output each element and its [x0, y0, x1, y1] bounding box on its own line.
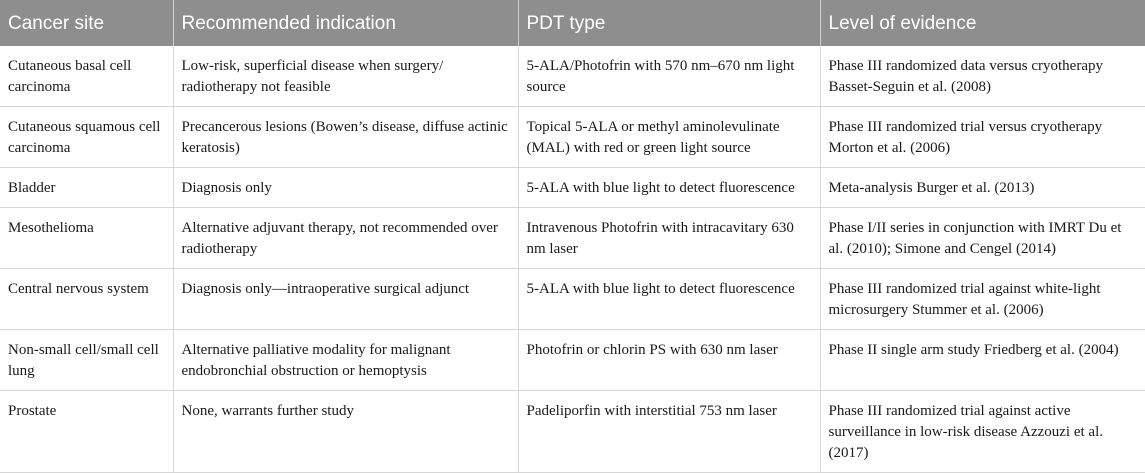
header-row [0, 0, 1145, 46]
cell-evidence: Phase II single arm study Friedberg et al. (2004) [820, 330, 1145, 391]
cell-evidence: Phase III randomized data versus cryotherapy Basset-Seguin et al. (2008) [820, 46, 1145, 107]
cell-evidence: Meta-analysis Burger et al. (2013) [820, 168, 1145, 208]
table-row [0, 107, 1145, 168]
cell-cancer-site: Bladder [0, 168, 173, 208]
table-header [0, 0, 1145, 46]
table-row [0, 269, 1145, 330]
table-body [0, 46, 1145, 473]
cell-pdt-type: Photofrin or chlorin PS with 630 nm laser [518, 330, 820, 391]
cell-indication: None, warrants further study [173, 391, 518, 473]
cell-indication: Alternative palliative modality for malignant endobronchial obstruction or hemoptysis [173, 330, 518, 391]
cell-indication: Low-risk, superficial disease when surgery/ radiotherapy not feasible [173, 46, 518, 107]
table-row [0, 208, 1145, 269]
cell-cancer-site: Mesothelioma [0, 208, 173, 269]
header-pdt-type: PDT type [518, 0, 820, 46]
table-row [0, 391, 1145, 473]
cell-cancer-site: Cutaneous squamous cell carcinoma [0, 107, 173, 168]
cell-indication: Precancerous lesions (Bowen’s disease, diffuse actinic keratosis) [173, 107, 518, 168]
cell-cancer-site: Central nervous system [0, 269, 173, 330]
cell-pdt-type: 5-ALA with blue light to detect fluorescence [518, 269, 820, 330]
cell-cancer-site: Cutaneous basal cell carcinoma [0, 46, 173, 107]
table-row [0, 168, 1145, 208]
cell-pdt-type: Topical 5-ALA or methyl aminolevulinate (MAL) with red or green light source [518, 107, 820, 168]
cell-evidence: Phase III randomized trial versus cryotherapy Morton et al. (2006) [820, 107, 1145, 168]
cell-pdt-type: Intravenous Photofrin with intracavitary 630 nm laser [518, 208, 820, 269]
cell-cancer-site: Non-small cell/small cell lung [0, 330, 173, 391]
header-level-of-evidence: Level of evidence [820, 0, 1145, 46]
cell-cancer-site: Prostate [0, 391, 173, 473]
table-row [0, 330, 1145, 391]
header-recommended-indication: Recommended indication [173, 0, 518, 46]
cell-indication: Alternative adjuvant therapy, not recommended over radiotherapy [173, 208, 518, 269]
cell-evidence: Phase I/II series in conjunction with IMRT Du et al. (2010); Simone and Cengel (2014) [820, 208, 1145, 269]
cell-pdt-type: 5-ALA with blue light to detect fluorescence [518, 168, 820, 208]
cell-pdt-type: 5-ALA/Photofrin with 570 nm–670 nm light source [518, 46, 820, 107]
cell-evidence: Phase III randomized trial against white-light microsurgery Stummer et al. (2006) [820, 269, 1145, 330]
table-row [0, 46, 1145, 107]
cell-indication: Diagnosis only [173, 168, 518, 208]
header-cancer-site: Cancer site [0, 0, 173, 46]
cell-evidence: Phase III randomized trial against active surveillance in low-risk disease Azzouzi et al. (2017) [820, 391, 1145, 473]
cell-indication: Diagnosis only—intraoperative surgical adjunct [173, 269, 518, 330]
cell-pdt-type: Padeliporfin with interstitial 753 nm laser [518, 391, 820, 473]
